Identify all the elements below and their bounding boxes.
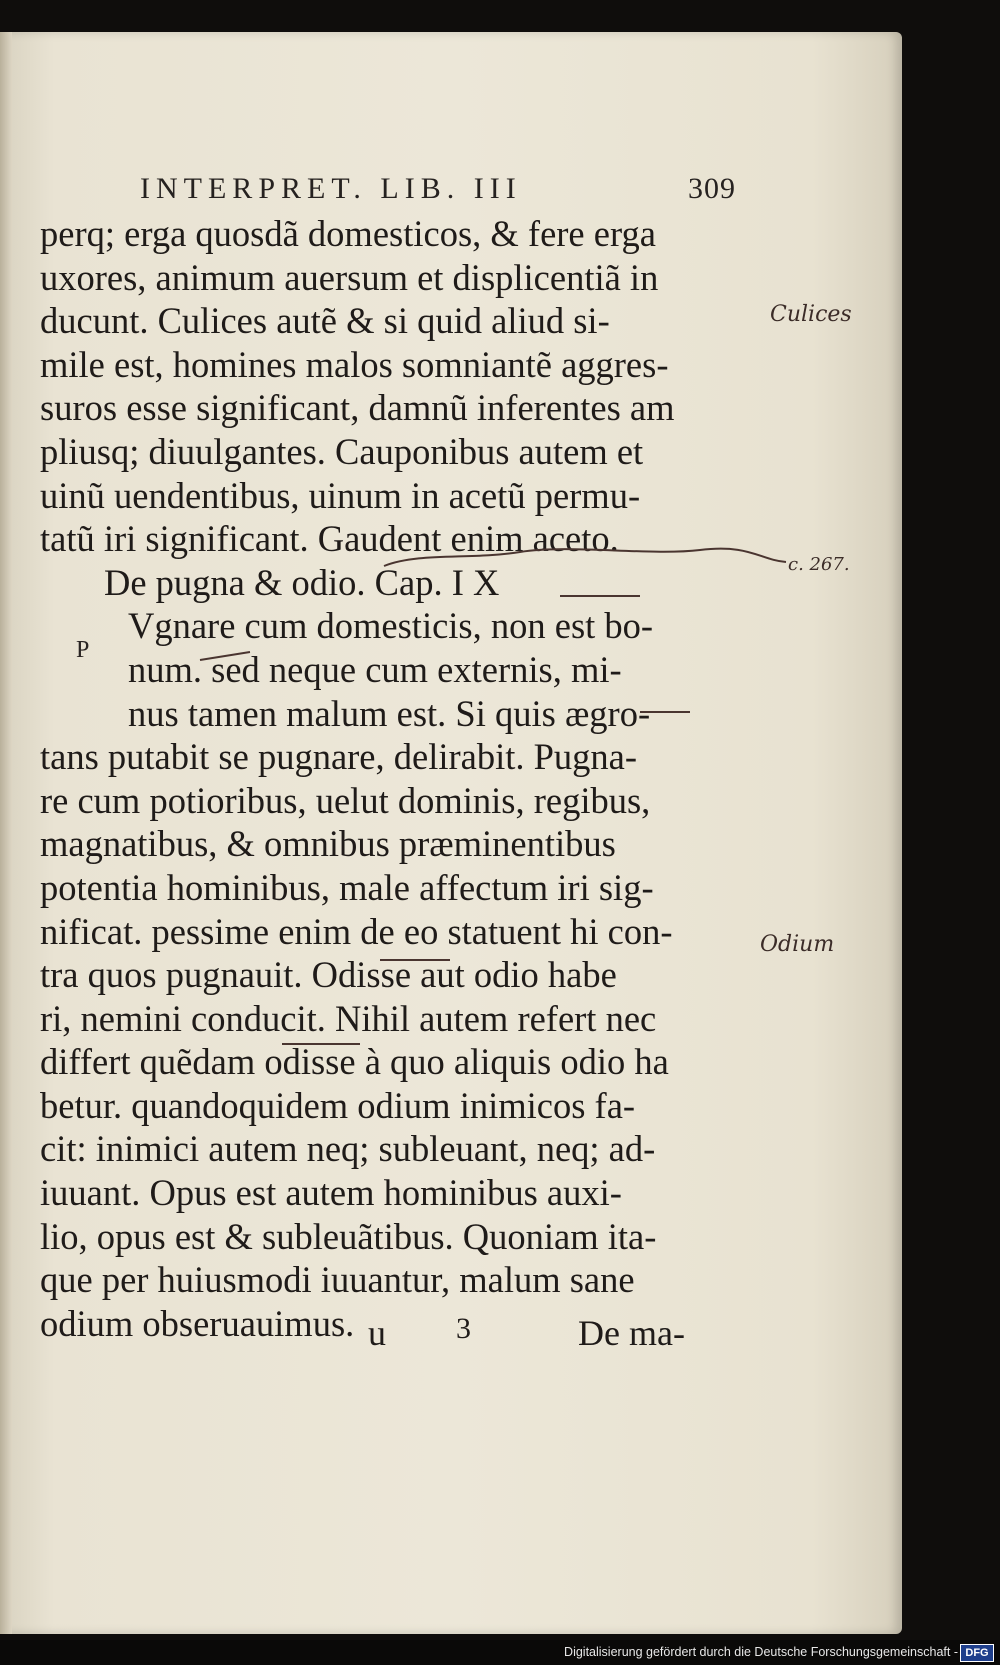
- text-line: re cum potioribus, uelut dominis, regibus,: [40, 779, 651, 821]
- marginal-note-odium: Odium: [760, 932, 835, 957]
- text-line: differt quẽdam odisse à quo aliquis odio ha: [40, 1041, 669, 1083]
- text-line: iuuant. Opus est autem hominibus auxi-: [40, 1172, 622, 1214]
- text-line: betur. quandoquidem odium inimicos fa-: [40, 1084, 636, 1126]
- chapter-heading: De pugna & odio. Cap. I X: [104, 561, 500, 603]
- signature-number: 3: [456, 1312, 471, 1345]
- text-line: tra quos pugnauit. Odisse aut odio habe: [40, 954, 617, 996]
- page-number: 309: [688, 172, 736, 205]
- text-line: Vgnare cum domesticis, non est bo-: [128, 605, 654, 647]
- text-line: uinũ uendentibus, uinum in acetũ permu-: [40, 474, 641, 516]
- text-line: magnatibus, & omnibus præminentibus: [40, 823, 616, 865]
- dfg-logo: DFG: [960, 1644, 994, 1662]
- text-line: ducunt. Culices autẽ & si quid aliud si-: [40, 300, 610, 342]
- chapter-annotation-stroke: [384, 549, 786, 566]
- text-line: ri, nemini conducit. Nihil autem refert nec: [40, 997, 657, 1039]
- text-line: potentia hominibus, male affectum iri sig-: [40, 866, 654, 908]
- text-line: tans putabit se pugnare, delirabit. Pugna-: [40, 736, 638, 778]
- credit-bar: [0, 1640, 1000, 1665]
- text-line: suros esse significant, damnũ inferentes am: [40, 387, 675, 429]
- text-line: odium obseruauimus.: [40, 1302, 355, 1344]
- marginal-chapter-ref: c. 267.: [788, 554, 850, 575]
- text-line: mile est, homines malos somniantẽ aggres-: [40, 343, 669, 385]
- underline-mark: [200, 652, 250, 660]
- text-line: uxores, animum auersum et displicentiã in: [40, 256, 659, 298]
- text-line: nificat. pessime enim de eo statuent hi con-: [40, 910, 673, 952]
- text-line: cit: inimici autem neq; subleuant, neq; ad-: [40, 1128, 656, 1170]
- text-line: que per huiusmodi iuuantur, malum sane: [40, 1259, 635, 1301]
- signature-mark: u: [368, 1313, 386, 1353]
- text-line: num. sed neque cum externis, mi-: [128, 648, 622, 690]
- running-title: INTERPRET. LIB. III: [140, 172, 522, 205]
- text-line: tatũ iri significant. Gaudent enim aceto.: [40, 518, 619, 560]
- text-line: nus tamen malum est. Si quis ægro-: [128, 692, 651, 734]
- text-line: pliusq; diuulgantes. Cauponibus autem et: [40, 430, 644, 472]
- text-line: lio, opus est & subleuãtibus. Quoniam ita-: [40, 1215, 657, 1257]
- text-line: perq; erga quosdã domesticos, & fere erga: [40, 213, 656, 254]
- credit-text: Digitalisierung gefördert durch die Deutsche Forschungsgemeinschaft -: [564, 1645, 958, 1659]
- catchword: De ma-: [578, 1313, 685, 1353]
- initial-letter: P: [76, 637, 90, 663]
- marginal-note-culices: Culices: [770, 302, 852, 327]
